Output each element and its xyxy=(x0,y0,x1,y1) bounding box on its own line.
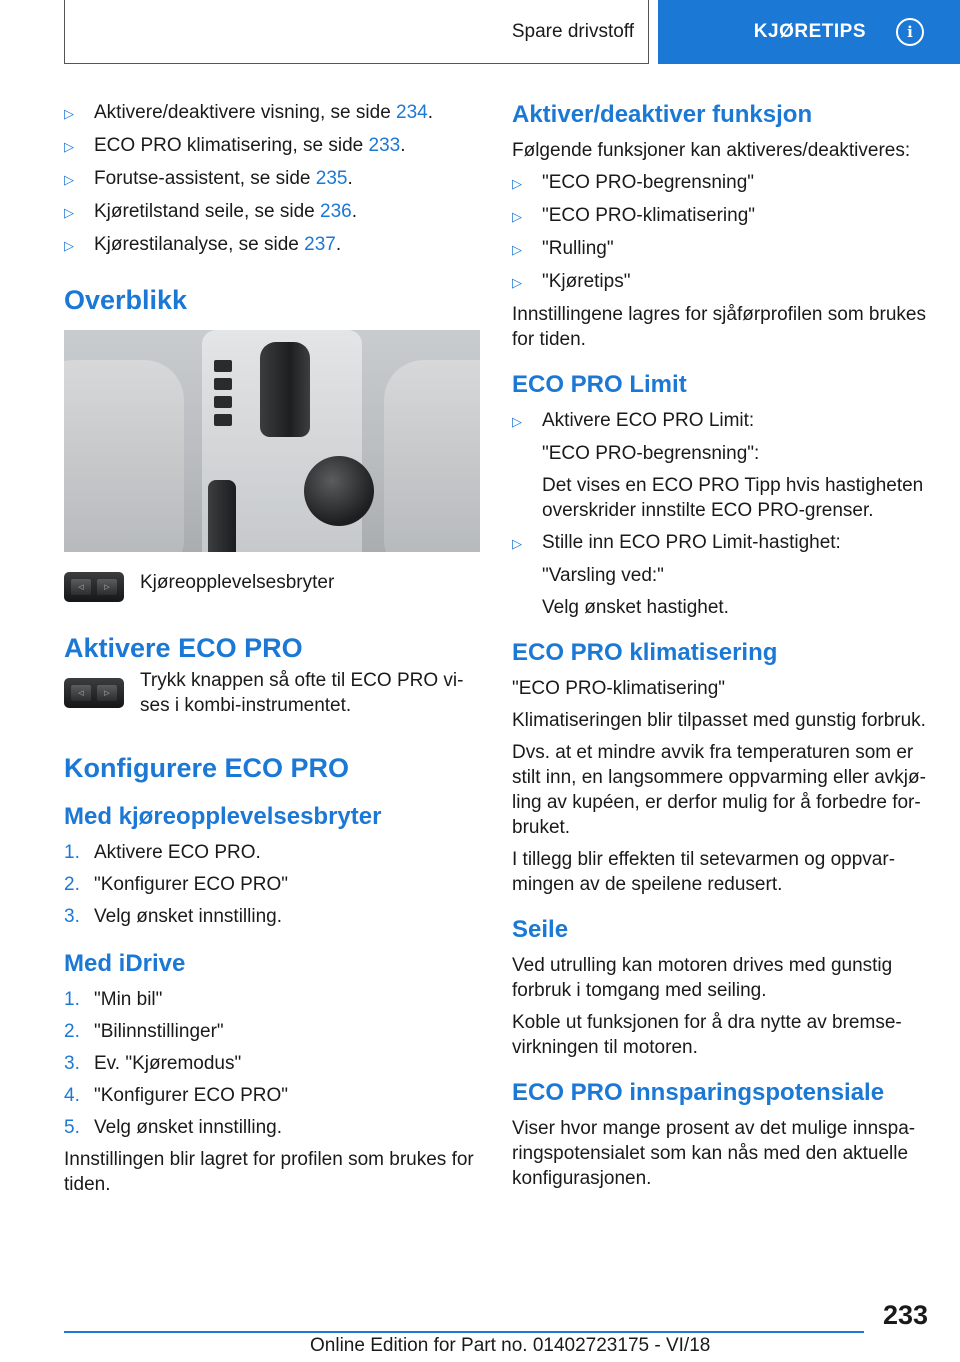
aktivere-text: Trykk knappen så ofte til ECO PRO vises i kombi-instrumentet. xyxy=(140,670,464,716)
left-column xyxy=(64,100,482,1204)
list-item: 2. "Bilinnstillinger" xyxy=(64,1021,224,1042)
list-item: ▷ "ECO PRO-begrensning" xyxy=(512,170,932,196)
list-item: 2. "Konfigurer ECO PRO" xyxy=(64,874,289,895)
page-link-235[interactable]: 235 xyxy=(315,168,348,189)
tab-kjoretips[interactable] xyxy=(658,0,960,64)
list-item: ▷ Aktivere ECO PRO Limit: xyxy=(512,408,932,434)
bullet-triangle-icon: ▷ xyxy=(64,139,74,154)
page-link-234[interactable]: 234 xyxy=(396,102,428,123)
bullet-triangle-icon: ▷ xyxy=(64,106,74,121)
list-item: ▷ Kjøretilstand seile, se side 236. xyxy=(64,199,482,225)
page-number: 233 xyxy=(882,1300,928,1330)
subsection-title-klima: ECO PRO klimatisering xyxy=(512,639,778,666)
subsection-title-bryter: Med kjøreopplevelsesbryter xyxy=(64,803,382,830)
list-item: ▷ ECO PRO klimatisering, se side 233. xyxy=(64,133,482,159)
idrive-note: Innstillingen blir lagret for profilen som brukes for tiden. xyxy=(64,1149,474,1195)
tab-kjoretips-label: KJØRETIPS xyxy=(753,21,866,42)
page-link-237[interactable]: 237 xyxy=(304,234,336,255)
list-item: 3. Ev. "Kjøremodus" xyxy=(64,1053,242,1074)
limit-item1-sub2: Det vises en ECO PRO Tipp hvis hastigheten overskrider innstilte ECO PRO-grenser. xyxy=(542,475,924,521)
section-title-overblikk: Overblikk xyxy=(64,285,188,315)
bullet-triangle-icon: ▷ xyxy=(512,209,522,224)
klima-p4: I tillegg blir effekten til setevarmen og oppvarmingen av de speilene redusert. xyxy=(512,849,896,895)
klima-p1: "ECO PRO-klimatisering" xyxy=(512,678,726,699)
list-item: 1. Aktivere ECO PRO. xyxy=(64,842,261,863)
tab-spare-drivstoff[interactable] xyxy=(64,0,649,64)
subsection-title-limit: ECO PRO Limit xyxy=(512,371,687,398)
aktiver-intro: Følgende funksjoner kan aktiveres/deaktiveres: xyxy=(512,140,911,161)
subsection-title-aktiver: Aktiver/deaktiver funksjon xyxy=(512,101,813,128)
aktivere-row xyxy=(64,668,482,718)
switch-caption-row xyxy=(64,570,482,602)
tab-spare-drivstoff-label: Spare drivstoff xyxy=(511,20,634,42)
klima-p2: Klimatiseringen blir tilpasset med gunstig forbruk. xyxy=(512,710,926,731)
center-console-photo xyxy=(64,330,480,552)
subsection-title-idrive: Med iDrive xyxy=(64,950,186,977)
page-link-233[interactable]: 233 xyxy=(368,135,401,156)
klima-p3: Dvs. at et mindre avvik fra temperaturen som er stilt inn, en langsommere oppvarming eller avkjøling av kupéen, er derfor mulig for å forbedre forbruket. xyxy=(512,742,926,838)
list-item: ▷ "Kjøretips" xyxy=(512,269,932,295)
section-title-aktivere: Aktivere ECO PRO xyxy=(64,633,303,663)
info-icon[interactable]: i xyxy=(896,18,924,46)
limit-item2-sub2: Velg ønsket hastighet. xyxy=(542,597,729,618)
list-item: 5. Velg ønsket innstilling. xyxy=(64,1117,282,1138)
section-title-konfigurere: Konfigurere ECO PRO xyxy=(64,753,350,783)
driving-experience-switch-icon: ◁ ▷ xyxy=(64,678,124,708)
list-item: 4. "Konfigurer ECO PRO" xyxy=(64,1085,289,1106)
aktiver-note: Innstillingene lagres for sjåførprofilen som brukes for tiden. xyxy=(512,304,926,350)
bullet-triangle-icon: ▷ xyxy=(64,205,74,220)
footer-divider xyxy=(64,1331,864,1333)
list-item: ▷ Aktivere/deaktivere visning, se side 234. xyxy=(64,100,482,126)
subsection-title-potensiale: ECO PRO innsparingspotensiale xyxy=(512,1079,885,1106)
bullet-triangle-icon: ▷ xyxy=(512,536,522,551)
seile-p2: Koble ut funksjonen for å dra nytte av bremsevirkningen til motoren. xyxy=(512,1012,902,1058)
driving-experience-switch-icon: ◁ ▷ xyxy=(64,572,124,602)
page-link-236[interactable]: 236 xyxy=(320,201,352,222)
bullet-triangle-icon: ▷ xyxy=(64,238,74,253)
limit-item1-sub1: "ECO PRO-begrensning": xyxy=(542,443,760,464)
bullet-triangle-icon: ▷ xyxy=(64,172,74,187)
list-item: ▷ Forutse-assistent, se side 235. xyxy=(64,166,482,192)
list-item: ▷ Kjørestilanalyse, se side 237. xyxy=(64,232,482,258)
list-item: ▷ "Rulling" xyxy=(512,236,932,262)
limit-item2-sub1: "Varsling ved:" xyxy=(542,565,664,586)
bullet-triangle-icon: ▷ xyxy=(512,176,522,191)
list-item: ▷ Stille inn ECO PRO Limit-hastighet: xyxy=(512,530,932,556)
list-item: 1. "Min bil" xyxy=(64,989,163,1010)
potensiale-p1: Viser hvor mange prosent av det mulige innsparingspotensialet som kan nås med den aktuelle konfigurasjonen. xyxy=(512,1118,916,1189)
switch-caption: Kjøreopplevelsesbryter xyxy=(140,572,335,593)
bullet-triangle-icon: ▷ xyxy=(512,414,522,429)
footer-edition: Online Edition for Part no. 01402723175 - VI/18 xyxy=(310,1335,711,1356)
right-column xyxy=(512,100,932,1198)
bullet-triangle-icon: ▷ xyxy=(512,275,522,290)
list-item: 3. Velg ønsket innstilling. xyxy=(64,906,282,927)
subsection-title-seile: Seile xyxy=(512,916,569,943)
list-item: ▷ "ECO PRO-klimatisering" xyxy=(512,203,932,229)
seile-p1: Ved utrulling kan motoren drives med gunstig forbruk i tomgang med seiling. xyxy=(512,955,893,1001)
bullet-triangle-icon: ▷ xyxy=(512,242,522,257)
